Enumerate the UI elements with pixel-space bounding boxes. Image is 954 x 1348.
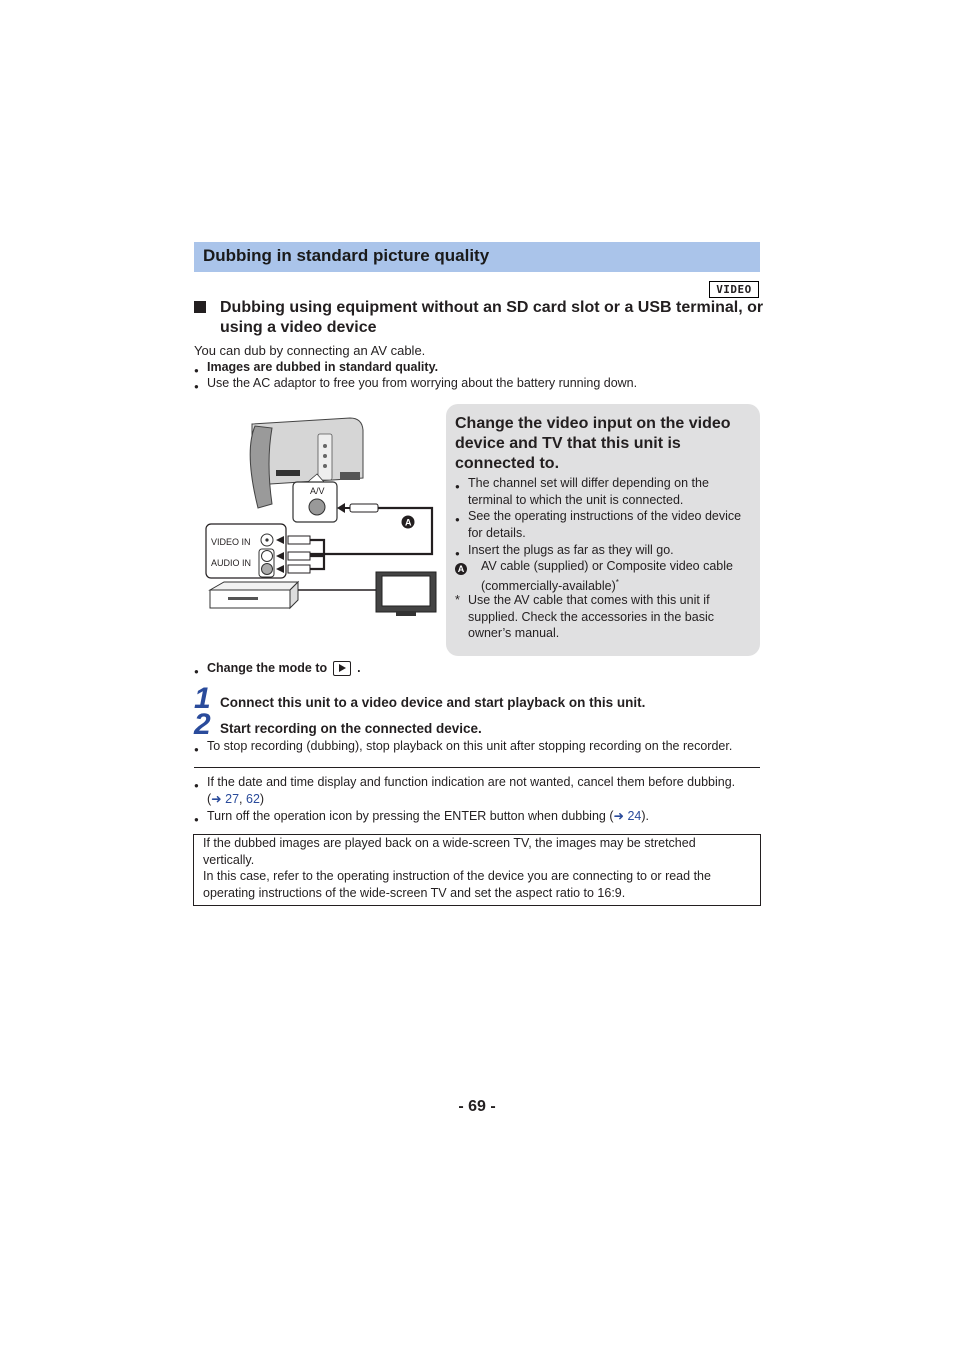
step-number: 1 — [194, 682, 211, 715]
step-note: ● To stop recording (dubbing), stop playback on this unit after stopping recording on the recorder. — [194, 738, 732, 755]
panel-item: ● The channel set will differ depending on the terminal to which the unit is connected. — [455, 476, 709, 507]
note-line: In this case, refer to the operating instruction of the device you are connecting to or read the — [203, 869, 711, 884]
video-in-label: VIDEO IN — [211, 537, 251, 547]
note-line: operating instructions of the wide-screen TV and set the aspect ratio to 16:9. — [203, 886, 626, 901]
section-header — [194, 242, 760, 272]
panel-footnote: * Use the AV cable that comes with this unit if supplied. Check the accessories in the basic owner’s manual. — [455, 593, 714, 641]
note-line: vertically. — [203, 852, 255, 867]
intro-bullet: ● Images are dubbed in standard quality. — [194, 359, 438, 376]
step-number: 2 — [194, 708, 211, 741]
note-line: If the dubbed images are played back on a wide-screen TV, the images may be stretched — [203, 836, 696, 850]
arrow-icon: ➜ — [613, 809, 624, 823]
panel-item: ● Insert the plugs as far as they will go. — [455, 543, 674, 558]
vcr-illustration — [210, 582, 298, 608]
page-link-62[interactable]: 62 — [246, 791, 260, 806]
intro-text: You can dub by connecting an AV cable. — [194, 343, 426, 358]
square-bullet-icon — [194, 301, 206, 313]
panel-item: ● See the operating instructions of the video device for details. — [455, 509, 742, 540]
change-mode-line: ● Change the mode to . — [194, 660, 361, 677]
video-device-input-panel — [206, 524, 286, 578]
step-text: Connect this unit to a video device and start playback on this unit. — [220, 695, 646, 710]
playback-mode-icon — [333, 661, 351, 676]
audio-in-label: AUDIO IN — [211, 558, 252, 568]
step-text: Start recording on the connected device. — [220, 721, 482, 736]
marker-a-label: A — [405, 517, 412, 528]
arrow-icon: ➜ — [211, 791, 222, 806]
av-label: A/V — [310, 486, 325, 496]
page-number: - 69 - — [458, 1098, 496, 1115]
video-mode-badge: VIDEO — [709, 281, 759, 298]
panel-title: Change the video input on the video device and TV that this unit is connected to. — [455, 415, 731, 472]
intro-bullet: ● Use the AC adaptor to free you from worrying about the battery running down. — [194, 375, 637, 392]
subheading-text: Dubbing using equipment without an SD card slot or a USB terminal, or using a video device — [220, 299, 764, 336]
marker-a-icon: A — [455, 563, 467, 575]
panel-item: A AV cable (supplied) or Composite video cable (commercially-available)* — [455, 558, 755, 592]
connection-diagram — [200, 412, 440, 622]
section-title: Dubbing in standard picture quality — [203, 246, 490, 265]
page-link-24[interactable]: 24 — [627, 809, 642, 823]
note-enter-button: ● Turn off the operation icon by pressing the ENTER button when dubbing (➜ 24). — [194, 808, 649, 825]
page-link-27[interactable]: 27 — [225, 791, 240, 806]
tv-illustration — [376, 572, 436, 616]
divider — [194, 767, 760, 768]
widescreen-note-box — [193, 834, 761, 906]
note-date-display: ● If the date and time display and function indication are not wanted, cancel them before dubbing. (➜ 27, 62) — [194, 774, 767, 807]
